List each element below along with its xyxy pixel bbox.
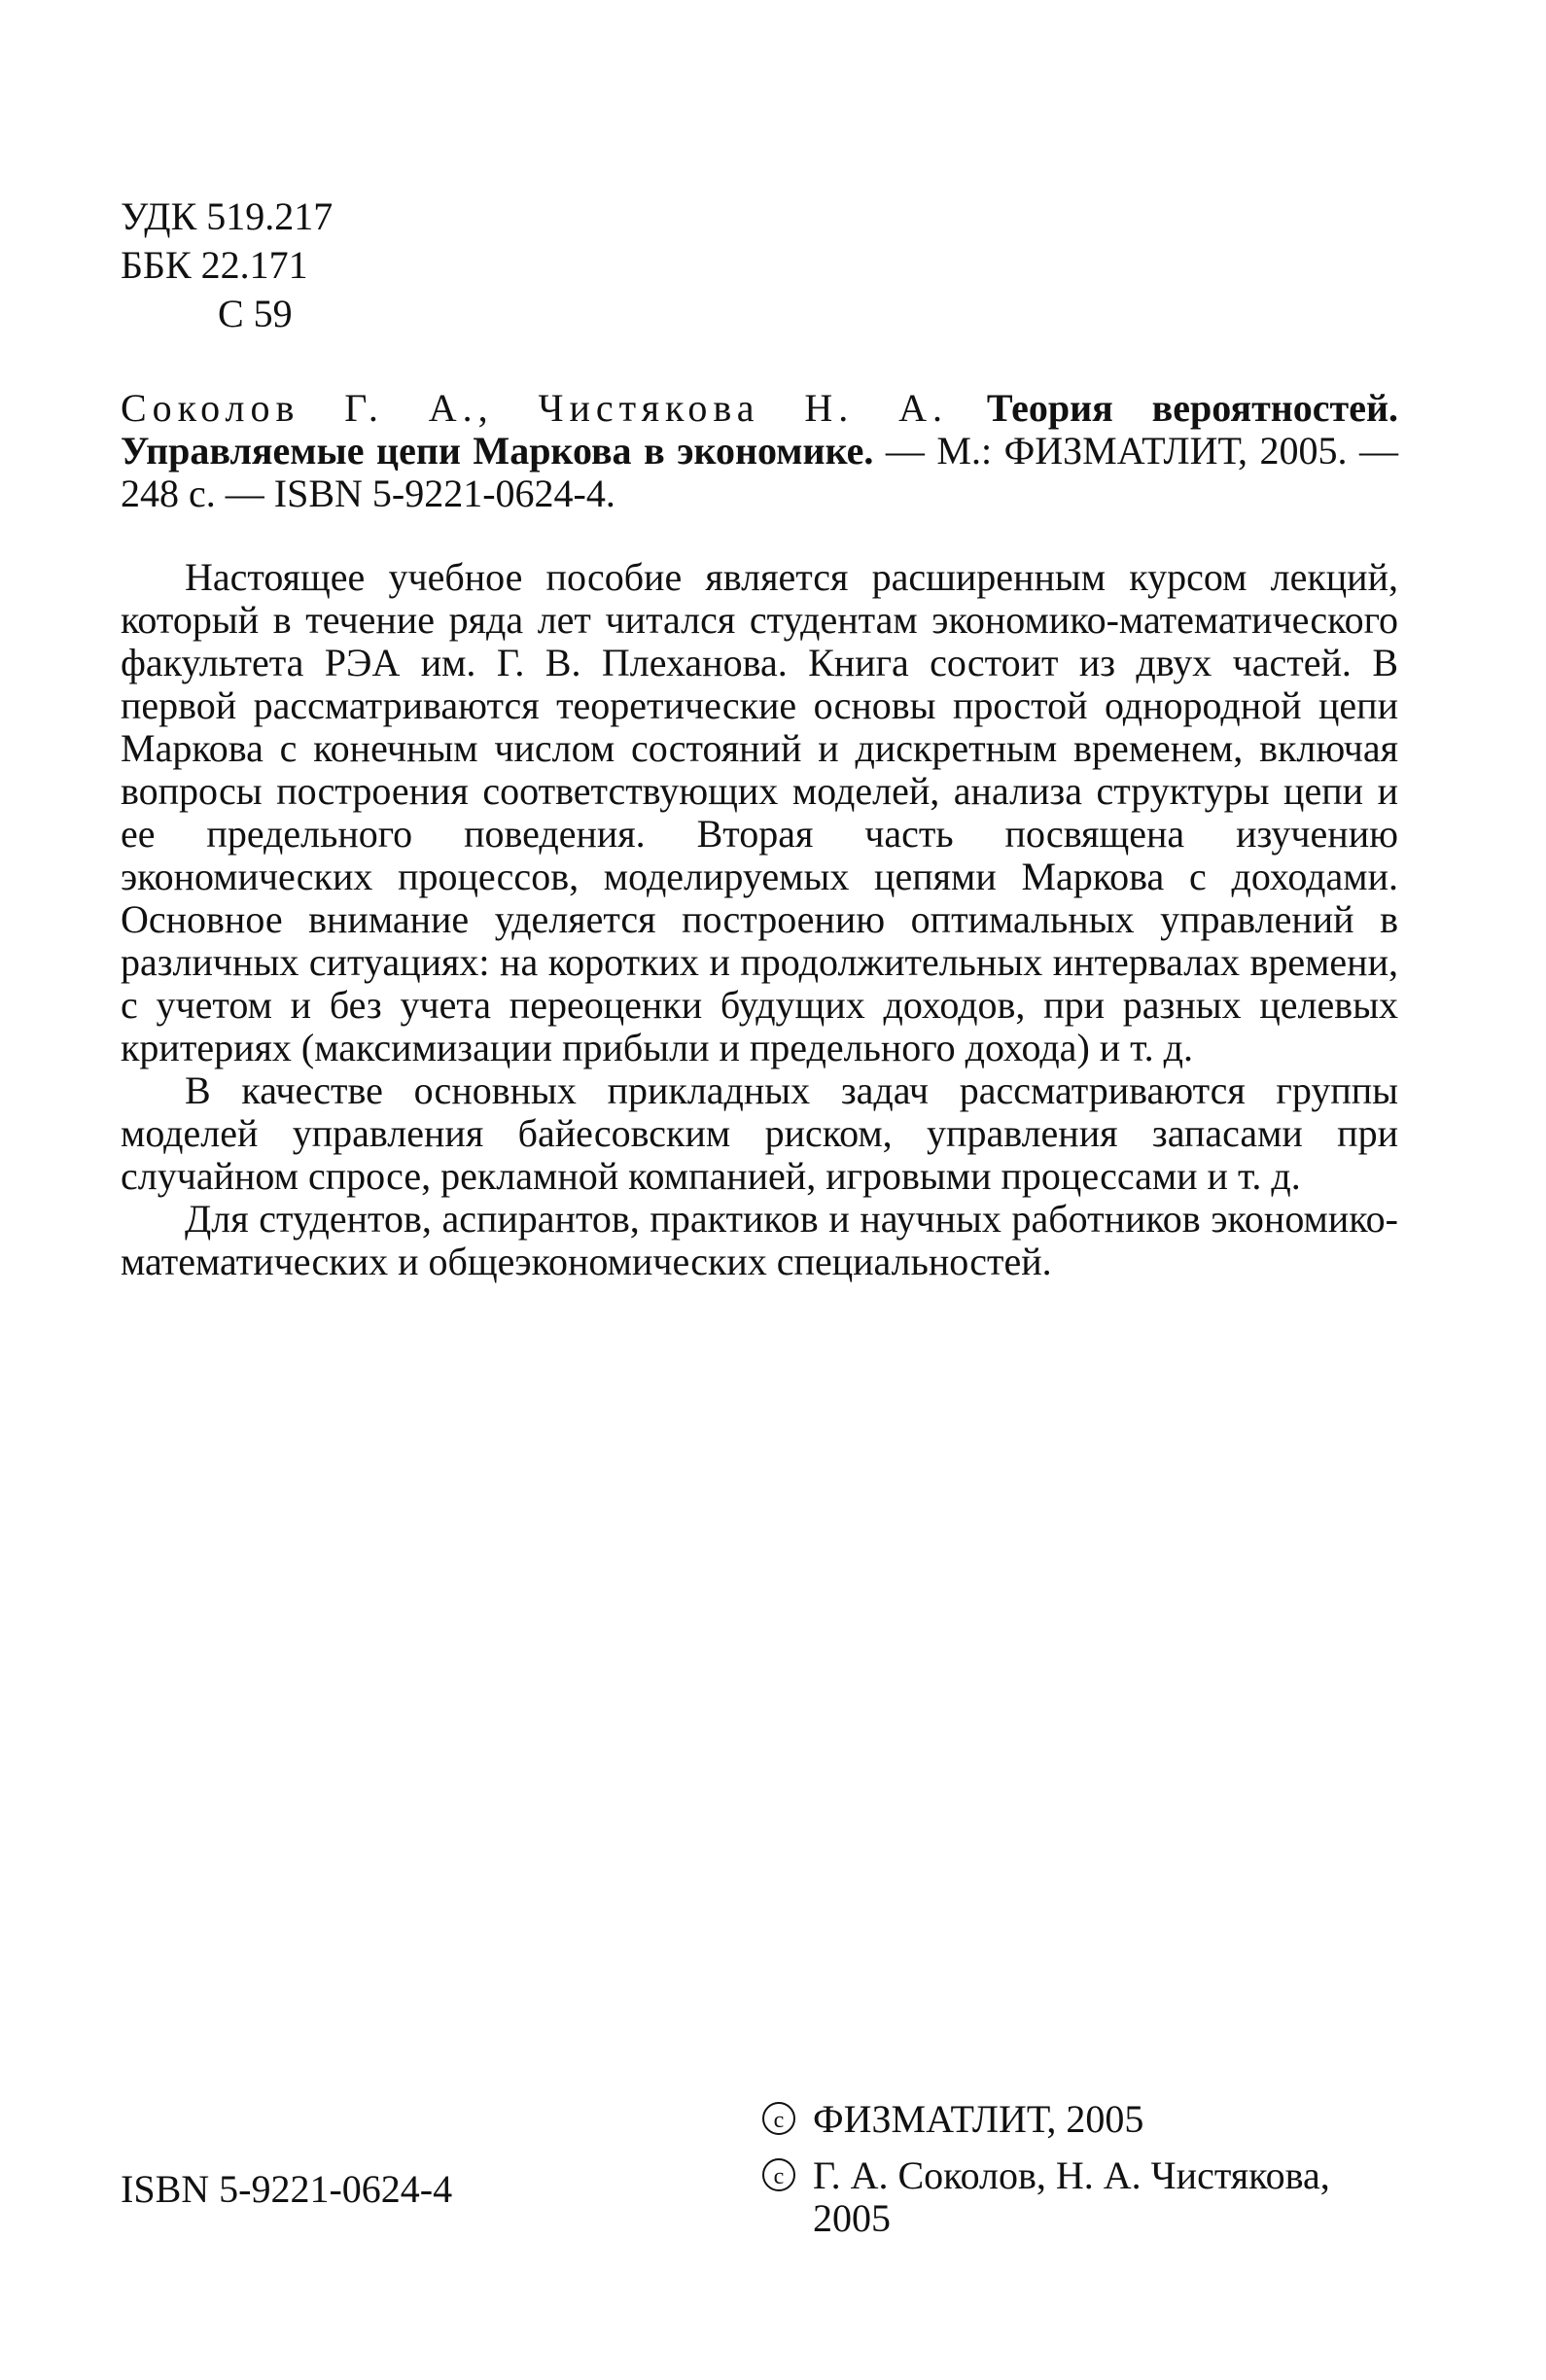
copyright-icon: c	[762, 2158, 795, 2191]
udk-code: УДК 519.217	[121, 194, 334, 238]
bibliographic-citation	[121, 387, 1398, 515]
citation-title: Теория вероятностей. Управляемые цепи Маркова в экономике.	[121, 386, 1398, 472]
classification-codes	[121, 192, 333, 338]
book-abstract	[121, 556, 1398, 1283]
copyright-authors	[762, 2154, 1365, 2240]
author-mark: С 59	[218, 292, 293, 335]
abstract-paragraph: Для студентов, аспирантов, практиков и научных работников экономико-математических и общеэкономических специальностей.	[121, 1197, 1398, 1283]
copyright-publisher-text: ФИЗМАТЛИТ, 2005	[813, 2097, 1144, 2141]
copyright-publisher	[762, 2098, 1365, 2141]
copyright-authors-text: Г. А. Соколов, Н. А. Чистякова, 2005	[813, 2153, 1330, 2240]
copyright-block	[762, 2098, 1365, 2254]
footer-isbn: ISBN 5-9221-0624-4	[121, 2167, 453, 2211]
abstract-paragraph: Настоящее учебное пособие является расширенным курсом лекций, который в течение ряда лет читался студентам экономико-математического факультета РЭА им. Г. В. Плеханова. Книга состоит из двух частей. В первой рассматриваются теоретические основы простой однородной цепи Маркова с конечным числом состояний и дискретным временем, включая вопросы построения соответствующих моделей, анализа структуры цепи и ее предельного поведения. Вторая часть посвящена изучению экономических процессов, моделируемых цепями Маркова с доходами. Основное внимание уделяется построению оптимальных управлений в различных ситуациях: на коротких и продолжительных интервалах времени, с учетом и без учета переоценки будущих доходов, при разных целевых критериях (максимизации прибыли и предельного дохода) и т. д.	[121, 555, 1398, 1069]
citation-publication: — М.: ФИЗМАТЛИТ, 2005. — 248 с. — ISBN 5-9221-0624-4.	[121, 429, 1398, 515]
citation-authors: Соколов Г. А., Чистякова Н. А.	[121, 386, 949, 430]
copyright-icon: c	[762, 2102, 795, 2135]
abstract-paragraph: В качестве основных прикладных задач рассматриваются группы моделей управления байесовским риском, управления запасами при случайном спросе, рекламной компанией, игровыми процессами и т. д.	[121, 1068, 1398, 1198]
bbk-code: ББК 22.171	[121, 243, 308, 287]
